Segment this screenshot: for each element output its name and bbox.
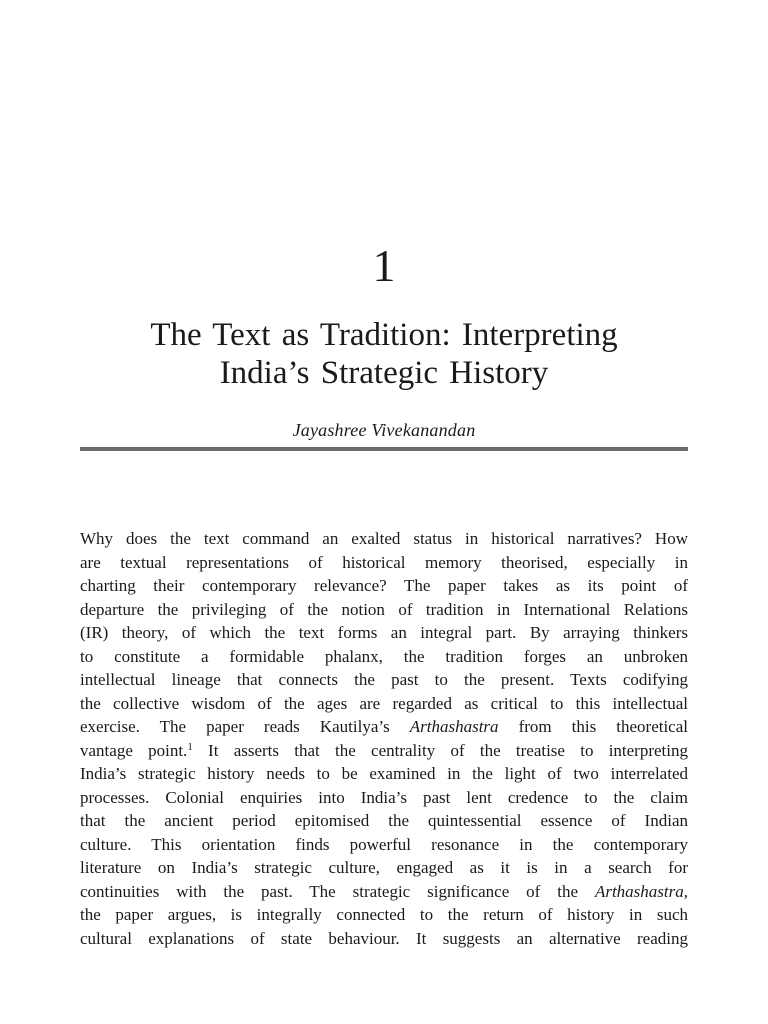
body-line: intellectual lineage that connects the past to the present. Texts codifying xyxy=(80,670,688,689)
body-text-segment: from this theoretical xyxy=(498,717,688,736)
body-line: to constitute a formidable phalanx, the tradition forges an unbroken xyxy=(80,646,688,666)
body-line xyxy=(80,880,688,904)
body-line: processes. Colonial enquiries into India’s past lent credence to the claim xyxy=(80,787,688,807)
body-paragraph xyxy=(80,527,688,950)
italic-title-arthashastra: Arthashastra xyxy=(409,717,499,736)
body-line: charting their contemporary relevance? The paper takes as its point of xyxy=(80,576,688,595)
body-text-segment: vantage point. xyxy=(80,740,188,760)
body-line: the paper argues, is integrally connected to the return of history in such xyxy=(80,905,688,924)
body-line xyxy=(80,715,688,739)
body-line: Why does the text command an exalted status in historical narratives? How xyxy=(80,529,688,548)
body-line: (IR) theory, of which the text forms an integral part. By arraying thinkers xyxy=(80,623,688,642)
body-text-segment: exercise. The paper reads Kautilya’s xyxy=(80,717,410,736)
body-line: the collective wisdom of the ages are regarded as critical to this intellectual xyxy=(80,693,688,713)
body-line: that the ancient period epitomised the quintessential essence of Indian xyxy=(80,811,688,830)
author-name: Jayashree Vivekanandan xyxy=(292,420,476,440)
body-line xyxy=(80,739,688,763)
body-line: cultural explanations of state behaviour. It suggests an alternative reading xyxy=(80,928,688,948)
chapter-title xyxy=(60,316,708,392)
body-line: India’s strategic history needs to be examined in the light of two interrelated xyxy=(80,764,688,783)
chapter-number: 1 xyxy=(372,240,396,291)
body-line: culture. This orientation finds powerful resonance in the contemporary xyxy=(80,834,688,854)
body-line: are textual representations of historical memory theorised, especially in xyxy=(80,552,688,572)
footnote-marker[interactable]: 1 xyxy=(187,740,193,753)
chapter-title-line-1: The Text as Tradition: Interpreting xyxy=(150,317,618,353)
body-line: departure the privileging of the notion of tradition in International Relations xyxy=(80,599,688,619)
body-text-segment: continuities with the past. The strategic significance of the xyxy=(80,881,595,901)
body-text-segment: It asserts that the centrality of the treatise to interpreting xyxy=(192,740,688,760)
title-divider-rule xyxy=(80,447,688,451)
body-text-segment: , xyxy=(683,881,688,901)
chapter-title-line-2: India’s Strategic History xyxy=(219,355,549,391)
italic-title-arthashastra: Arthashastra xyxy=(594,881,684,901)
body-line: literature on India’s strategic culture, engaged as it is in a search for xyxy=(80,858,688,877)
